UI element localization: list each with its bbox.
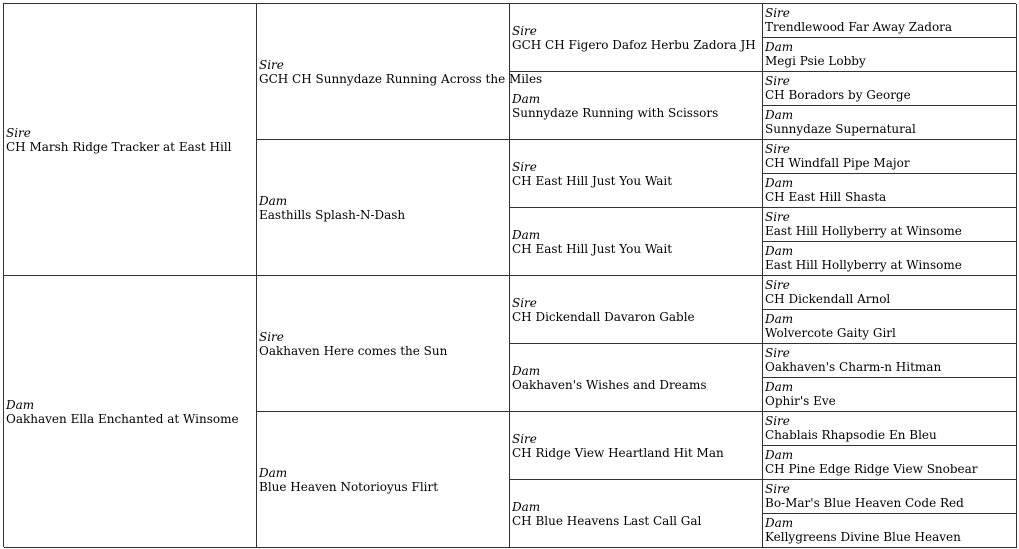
dog-name: CH Blue Heavens Last Call Gal [512, 513, 702, 528]
dog-name: Easthills Splash-N-Dash [259, 207, 406, 222]
role-label: Dam [512, 499, 541, 514]
role-label: Sire [765, 414, 790, 428]
pedigree-cell-g3-3 [510, 140, 763, 208]
role-label: Sire [765, 142, 790, 156]
role-label: Sire [259, 329, 284, 344]
dog-name: East Hill Hollyberry at Winsome [765, 258, 962, 272]
pedigree-cell-g3-8 [510, 480, 763, 548]
pedigree-cell-g4-14 [763, 446, 1017, 480]
dog-name: Blue Heaven Notorioyus Flirt [259, 479, 439, 494]
pedigree-cell-g3-2 [510, 72, 763, 140]
role-label: Dam [765, 244, 794, 258]
dog-name: Oakhaven Ella Enchanted at Winsome [6, 411, 239, 426]
dog-name: Kellygreens Divine Blue Heaven [765, 530, 961, 544]
dog-name: Sunnydaze Running with Scissors [512, 105, 719, 120]
role-label: Dam [512, 227, 541, 242]
pedigree-cell-g4-12 [763, 378, 1017, 412]
dog-name: Trendlewood Far Away Zadora [765, 20, 953, 34]
dog-name: CH Boradors by George [765, 88, 911, 102]
dog-name: Oakhaven Here comes the Sun [259, 343, 448, 358]
pedigree-cell-g4-8 [763, 242, 1017, 276]
role-label: Sire [512, 295, 537, 310]
dog-name: CH East Hill Just You Wait [512, 173, 673, 188]
pedigree-cell-g2-2 [257, 140, 510, 276]
role-label: Sire [259, 57, 284, 72]
role-label: Dam [765, 516, 794, 530]
dog-name: CH Marsh Ridge Tracker at East Hill [6, 139, 232, 154]
pedigree-cell-g4-15 [763, 480, 1017, 514]
dog-name: Oakhaven's Charm-n Hitman [765, 360, 942, 374]
role-label: Sire [765, 6, 790, 20]
pedigree-cell-g4-5 [763, 140, 1017, 174]
dog-name: Ophir's Eve [765, 394, 836, 408]
pedigree-cell-g4-3 [763, 72, 1017, 106]
role-label: Sire [512, 431, 537, 446]
dog-name: CH Dickendall Davaron Gable [512, 309, 695, 324]
pedigree-cell-g4-6 [763, 174, 1017, 208]
dog-name: GCH CH Figero Dafoz Herbu Zadora JH [512, 37, 756, 52]
role-label: Dam [765, 176, 794, 190]
pedigree-cell-g3-6 [510, 344, 763, 412]
role-label: Dam [765, 312, 794, 326]
dog-name: Chablais Rhapsodie En Bleu [765, 428, 937, 442]
dog-name: GCH CH Sunnydaze Running Across the Miles [259, 71, 543, 86]
pedigree-cell-g4-2 [763, 38, 1017, 72]
pedigree-cell-g3-4 [510, 208, 763, 276]
dog-name: CH East Hill Just You Wait [512, 241, 673, 256]
role-label: Sire [512, 159, 537, 174]
role-label: Dam [512, 363, 541, 378]
pedigree-cell-g3-7 [510, 412, 763, 480]
dog-name: Megi Psie Lobby [765, 54, 866, 68]
dog-name: CH Dickendall Arnol [765, 292, 891, 306]
dog-name: CH Pine Edge Ridge View Snobear [765, 462, 978, 476]
role-label: Sire [512, 23, 537, 38]
dog-name: CH East Hill Shasta [765, 190, 887, 204]
role-label: Dam [765, 380, 794, 394]
role-label: Sire [765, 346, 790, 360]
dog-name: CH Ridge View Heartland Hit Man [512, 445, 724, 460]
role-label: Sire [6, 125, 31, 140]
pedigree-table [3, 3, 1016, 547]
dog-name: Wolvercote Gaity Girl [765, 326, 896, 340]
pedigree-cell-g4-10 [763, 310, 1017, 344]
pedigree-cell-g3-1 [510, 4, 763, 72]
role-label: Sire [765, 278, 790, 292]
dog-name: Bo-Mar's Blue Heaven Code Red [765, 496, 964, 510]
pedigree-cell-g3-5 [510, 276, 763, 344]
pedigree-cell-g4-13 [763, 412, 1017, 446]
pedigree-cell-g4-11 [763, 344, 1017, 378]
pedigree-cell-g1-sire [4, 4, 257, 276]
role-label: Sire [765, 74, 790, 88]
pedigree-cell-g4-16 [763, 514, 1017, 548]
dog-name: Sunnydaze Supernatural [765, 122, 916, 136]
pedigree-cell-g4-1 [763, 4, 1017, 38]
pedigree-cell-g2-3 [257, 276, 510, 412]
role-label: Dam [259, 465, 288, 480]
role-label: Dam [512, 91, 541, 106]
pedigree-cell-g4-9 [763, 276, 1017, 310]
role-label: Dam [765, 448, 794, 462]
role-label: Dam [6, 397, 35, 412]
dog-name: Oakhaven's Wishes and Dreams [512, 377, 707, 392]
dog-name: CH Windfall Pipe Major [765, 156, 910, 170]
dog-name: East Hill Hollyberry at Winsome [765, 224, 962, 238]
role-label: Sire [765, 482, 790, 496]
pedigree-cell-g2-4 [257, 412, 510, 548]
role-label: Dam [765, 40, 794, 54]
pedigree-cell-g4-4 [763, 106, 1017, 140]
pedigree-cell-g1-dam [4, 276, 257, 548]
pedigree-cell-g4-7 [763, 208, 1017, 242]
role-label: Dam [259, 193, 288, 208]
role-label: Sire [765, 210, 790, 224]
role-label: Dam [765, 108, 794, 122]
